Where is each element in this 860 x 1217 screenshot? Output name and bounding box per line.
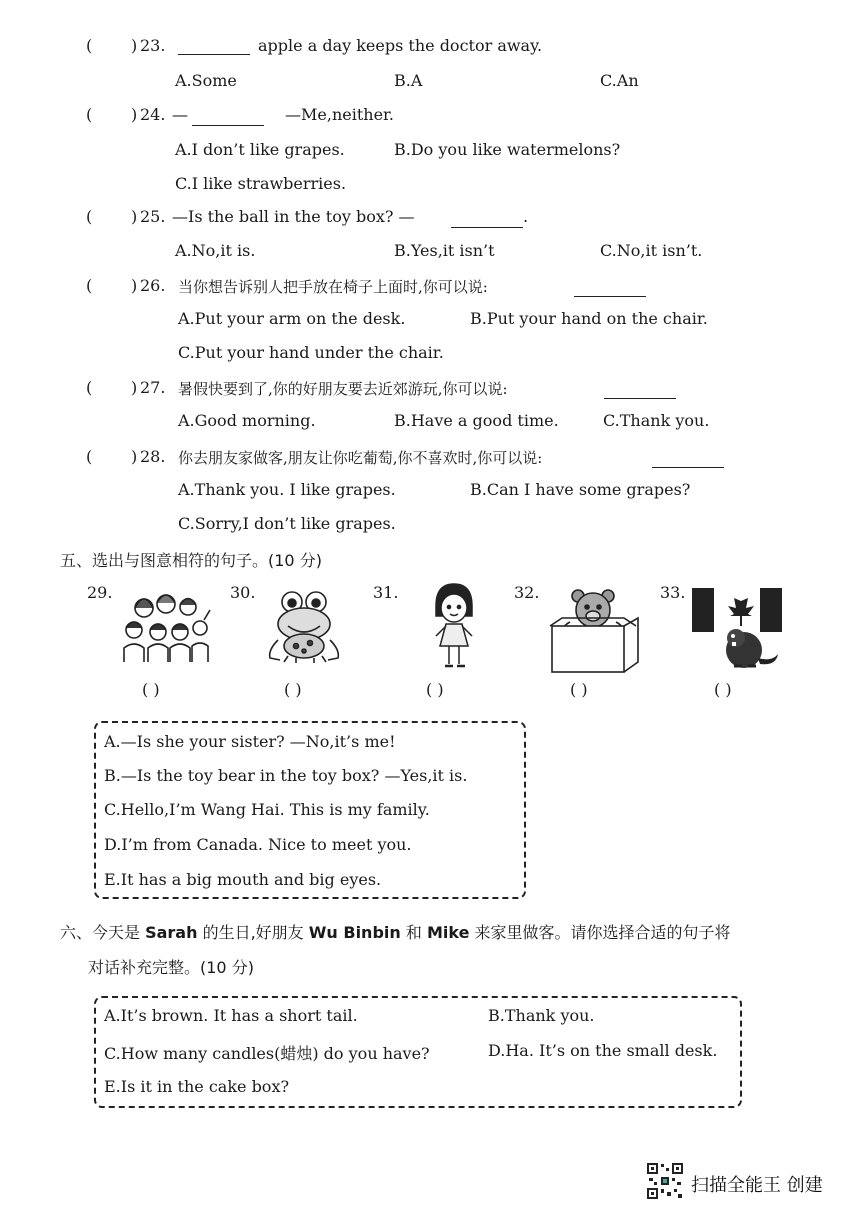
- question-stem: .: [523, 207, 529, 226]
- dialogue-option-d: D.Ha. It’s on the small desk.: [488, 1041, 718, 1060]
- question-stem: apple a day keeps the doctor away.: [258, 36, 543, 55]
- title-text: 和: [400, 923, 427, 942]
- question-number: 27.: [140, 378, 166, 397]
- answer-blank[interactable]: [192, 111, 264, 126]
- family-group-icon: [118, 590, 212, 664]
- frog-icon: [266, 588, 346, 664]
- name-sarah: Sarah: [145, 923, 198, 942]
- option-c: C.I like strawberries.: [175, 174, 347, 193]
- option-b: B.Can I have some grapes?: [470, 480, 691, 499]
- answer-paren[interactable]: ( ): [426, 680, 444, 699]
- answer-paren-close: ): [131, 36, 138, 55]
- answer-paren-open[interactable]: (: [86, 105, 93, 124]
- question-number: 24.: [140, 105, 166, 124]
- answer-blank[interactable]: [604, 384, 676, 399]
- dialogue-option-b: B.Thank you.: [488, 1006, 595, 1025]
- answer-paren-close: ): [131, 276, 138, 295]
- dialogue-option-a: A.It’s brown. It has a short tail.: [104, 1006, 358, 1025]
- question-stem: 你去朋友家做客,朋友让你吃葡萄,你不喜欢时,你可以说:: [178, 449, 543, 467]
- question-stem: 暑假快要到了,你的好朋友要去近郊游玩,你可以说:: [178, 380, 508, 398]
- section-5-title: 五、选出与图意相符的句子。(10 分): [60, 551, 322, 570]
- question-stem: —Me,neither.: [285, 105, 395, 124]
- answer-paren-open[interactable]: (: [86, 378, 93, 397]
- title-text: 六、今天是: [60, 923, 146, 942]
- dialogue-option-c: C.How many candles(蜡烛) do you have?: [104, 1044, 430, 1063]
- picture-number: 33.: [660, 583, 686, 602]
- title-text: 来家里做客。请你选择合适的句子将: [469, 923, 731, 942]
- scanner-watermark: 扫描全能王 创建: [691, 1175, 823, 1196]
- option-b: B.A: [394, 71, 423, 90]
- option-a: A.Put your arm on the desk.: [178, 309, 406, 328]
- option-a: A.Good morning.: [178, 411, 316, 430]
- name-wu-binbin: Wu Binbin: [308, 923, 401, 942]
- sentence-option-d: D.I’m from Canada. Nice to meet you.: [104, 835, 412, 854]
- sentence-option-b: B.—Is the toy bear in the toy box? —Yes,it is.: [104, 766, 468, 785]
- sentence-option-a: A.—Is she your sister? —No,it’s me!: [104, 732, 396, 751]
- question-number: 26.: [140, 276, 166, 295]
- answer-paren[interactable]: ( ): [714, 680, 732, 699]
- answer-paren-open[interactable]: (: [86, 276, 93, 295]
- answer-blank[interactable]: [574, 282, 646, 297]
- option-c: C.Thank you.: [603, 411, 710, 430]
- option-a: A.No,it is.: [175, 241, 256, 260]
- answer-paren-open[interactable]: (: [86, 36, 93, 55]
- option-a: A.I don’t like grapes.: [175, 140, 345, 159]
- answer-blank[interactable]: [178, 40, 250, 55]
- dialogue-option-e: E.Is it in the cake box?: [104, 1077, 290, 1096]
- answer-paren-close: ): [131, 207, 138, 226]
- answer-paren[interactable]: ( ): [142, 680, 160, 699]
- option-c: C.An: [600, 71, 639, 90]
- picture-number: 31.: [373, 583, 399, 602]
- answer-paren-close: ): [131, 378, 138, 397]
- question-number: 23.: [140, 36, 166, 55]
- option-b: B.Do you like watermelons?: [394, 140, 621, 159]
- qr-code-icon: [646, 1162, 684, 1200]
- option-a: A.Thank you. I like grapes.: [178, 480, 396, 499]
- girl-icon: [428, 582, 480, 672]
- option-c: C.Put your hand under the chair.: [178, 343, 444, 362]
- answer-paren[interactable]: ( ): [284, 680, 302, 699]
- section-6-title-line2: 对话补充完整。(10 分): [88, 958, 254, 977]
- answer-paren-open[interactable]: (: [86, 207, 93, 226]
- answer-paren-open[interactable]: (: [86, 447, 93, 466]
- question-number: 28.: [140, 447, 166, 466]
- picture-number: 30.: [230, 583, 256, 602]
- option-b: B.Have a good time.: [394, 411, 559, 430]
- answer-paren[interactable]: ( ): [570, 680, 588, 699]
- option-b: B.Put your hand on the chair.: [470, 309, 708, 328]
- answer-paren-close: ): [131, 105, 138, 124]
- answer-paren-close: ): [131, 447, 138, 466]
- question-stem-pre: —: [172, 105, 188, 124]
- option-a: A.Some: [175, 71, 237, 90]
- option-c: C.Sorry,I don’t like grapes.: [178, 514, 396, 533]
- title-text: 的生日,好朋友: [197, 923, 309, 942]
- sentence-option-e: E.It has a big mouth and big eyes.: [104, 870, 382, 889]
- canada-flag-beaver-icon: [692, 586, 782, 672]
- teddy-bear-in-box-icon: [546, 588, 640, 674]
- answer-blank[interactable]: [451, 213, 523, 228]
- picture-number: 29.: [87, 583, 113, 602]
- answer-blank[interactable]: [652, 453, 724, 468]
- picture-number: 32.: [514, 583, 540, 602]
- sentence-option-c: C.Hello,I’m Wang Hai. This is my family.: [104, 800, 430, 819]
- section-6-title: [60, 920, 731, 943]
- question-stem-pre: —Is the ball in the toy box? —: [172, 207, 415, 226]
- question-number: 25.: [140, 207, 166, 226]
- name-mike: Mike: [426, 923, 470, 942]
- question-stem: 当你想告诉别人把手放在椅子上面时,你可以说:: [178, 278, 488, 296]
- option-b: B.Yes,it isn’t: [394, 241, 495, 260]
- option-c: C.No,it isn’t.: [600, 241, 703, 260]
